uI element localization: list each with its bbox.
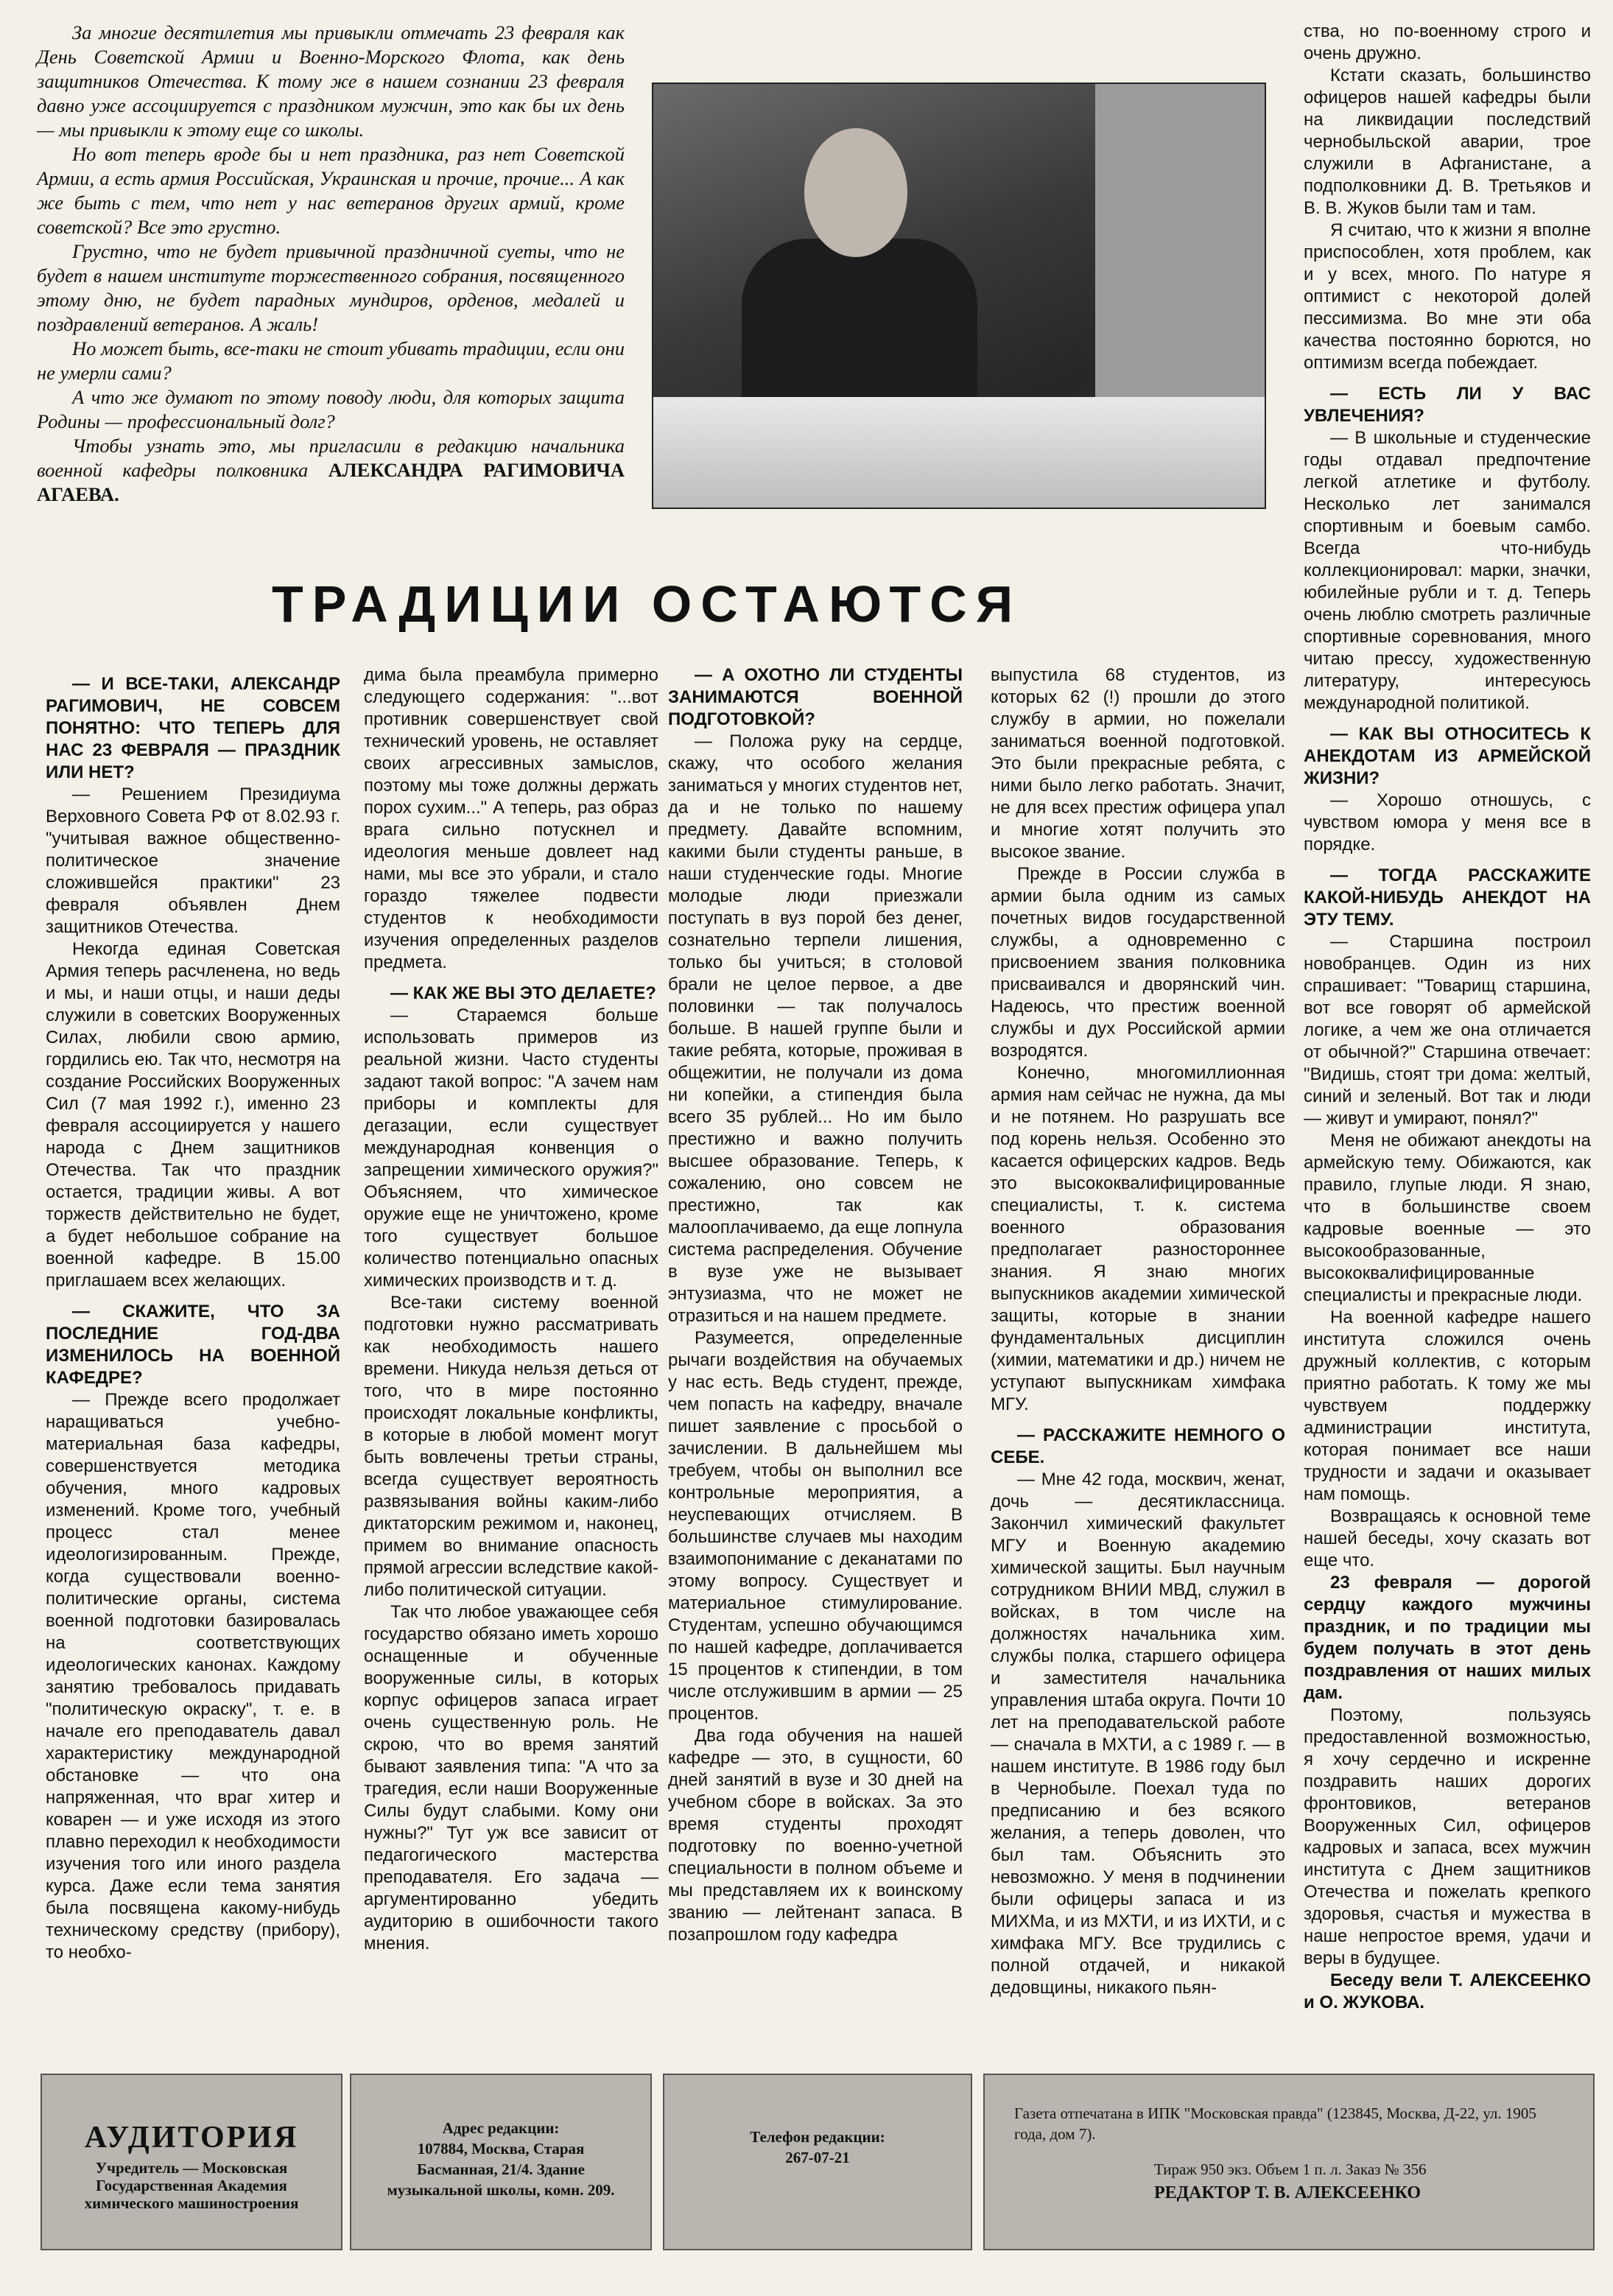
answer-paragraph: Меня не обижают анекдоты на армейскую тему. Обижаются, как правило, глупые люди. Я знаю, что в большинстве своем кадровые военные — это высокообразованные, высококвалифицированные специалисты и прекрасные люди. [1304,1131,1591,1305]
answer-paragraph: — Положа руку на сердце, скажу, что особого желания заниматься у многих студентов нет, да и не только по нашему предмету. Давайте вспомним, какими были студенты раньше, в наши студенческие годы. Многие молодые люди приезжали поступать в вуз порой без денег, сознательно терпели лишения, только бы учиться; в столовой брали не целое первое, а две половинки — так получалось больше. В нашей группе были и такие ребята, которые, проживая в общежитии, не получали из дома ни копейки, а стипендия была всего 35 рублей... Но им было престижно и важно получить высшее образование. Теперь, к сожалению, оно совсем не престижно, так как малооплачиваемо, да еще лопнула система распределения. Обучение в вузе уже не вызывает энтузиазма, что не может не отразиться и на нашем предмете. [668,731,963,1326]
editor-name: РЕДАКТОР Т. В. АЛЕКСЕЕНКО [1154,2183,1422,2202]
answer-paragraph: Так что любое уважающее себя государство обязано иметь хорошо оснащенные и обученные вооруженные силы, в которых корпус офицеров запаса играет очень существенную роль. Не скрою, что во время занятий бывают заявления типа: "А что за трагедия, если наши Вооруженные Силы будут слабыми. Кому они нужны?" Тут уж все зависит от педагогического мастерства преподавателя. Его задача — аргументированно убедить аудиторию в ошибочности такого мнения. [364,1602,658,1953]
answer-paragraph: Возвращаясь к основной теме нашей беседы, хочу сказать вот еще что. [1304,1506,1591,1570]
intro-paragraph: За многие десятилетия мы привыкли отмечать 23 февраля как День Советской Армии и Военно-Морского Флота, как день защитников Отечества. К тому же в нашем сознании 23 февраля давно уже ассоциируется с праздником мужчин, это как бы их день — мы привыкли к этому еще со школы. [37,21,625,141]
article-headline: ТРАДИЦИИ ОСТАЮТСЯ [271,575,1022,633]
intro-paragraph: Но может быть, все-таки не стоит убивать традиции, если они не умерли сами? [37,337,625,384]
intro-paragraph: А что же думают по этому поводу люди, для которых защита Родины — профессиональный долг? [37,386,625,432]
masthead-box [41,2074,342,2250]
interview-question: — И ВСЕ-ТАКИ, АЛЕКСАНДР РАГИМОВИЧ, НЕ СОВСЕМ ПОНЯТНО: ЧТО ТЕПЕРЬ ДЛЯ НАС 23 ФЕВРАЛЯ — ПРАЗДНИК ИЛИ НЕТ? [46,674,340,782]
imprint-box [983,2074,1595,2250]
printing-info: Газета отпечатана в ИПК "Московская правда" (123845, Москва, Д-22, ул. 1905 года, дом 7). [1014,2104,1536,2143]
address-box [350,2074,652,2250]
article-column-1 [46,664,340,1964]
phone-number: 267-07-21 [785,2149,850,2166]
answer-paragraph: — Мне 42 года, москвич, женат, дочь — десятиклассница. Закончил химический факультет МГУ и Военную академию химической защиты. Был научным сотрудником ВНИИ МВД, служил в войсках, в том числе на должностях начальника хим. службы полка, старшего офицера и заместителя начальника управления штаба округа. Почти 10 лет на преподавательской работе — сначала в МХТИ, а с 1989 г. — в нашем институте. В 1986 году был в Чернобыле. Поехал туда по предписанию и без всякого желания, а теперь доволен, что был там. Объяснить это невозможно. У меня в подчинении были офицеры запаса и из МИХМа, и из МХТИ, и из ИХТИ, и с химфака МГУ. Все трудились с полной отдачей, и никакой дедовщины, никакого пьян- [991,1470,1285,1998]
newspaper-footer [26,2066,1595,2265]
answer-paragraph: Прежде в России служба в армии была одним из самых почетных видов государственной службы, а одновременно с присвоением звания полковника присваивался и дворянский чин. Надеюсь, что престиж военной службы и дух Российской армии возродятся. [991,864,1285,1061]
newspaper-title: АУДИТОРИЯ [84,2121,299,2155]
article-column-4 [991,664,1285,1999]
phone-label: Телефон редакции: [750,2128,885,2146]
answer-paragraph: ства, но по-военному строго и очень дружно. [1304,21,1591,63]
answer-paragraph: — Стараемся больше использовать примеров из реальной жизни. Часто студенты задают такой вопрос: "А зачем нам приборы и комплекты для дегазации, если существует международная конвенция о запрещении химического оружия?" Объясняем, что химическое оружие еще не уничтожено, кроме того существует большое количество потенциально опасных химических производств и т. д. [364,1005,658,1291]
portrait-photo [652,82,1266,509]
intro-text [37,21,625,507]
answer-paragraph: выпустила 68 студентов, из которых 62 (!) прошли до этого службу в армии, но пожелали заниматься военной подготовкой. Это были прекрасные ребята, с ними было легко работать. Значит, не для всех престиж офицера упал и многие хотят получить это высокое звание. [991,665,1285,862]
founder-text: Учредитель — Московская Государственная Академия химического машиностроения [84,2159,299,2212]
intro-paragraph: Но вот теперь вроде бы и нет праздника, раз нет Советской Армии, а есть армия Российская, Украинская и прочие, прочие... А как же быть с тем, что нет у нас ветеранов других армий, кроме советской? Все это грустно. [37,143,625,238]
answer-paragraph: — Хорошо отношусь, с чувством юмора у меня все в порядке. [1304,790,1591,854]
answer-paragraph: Конечно, многомиллионная армия нам сейчас не нужна, да мы и не потянем. Но разрушать все под корень нельзя. Особенно это касается офицерских кадров. Ведь это высококвалифицированные специалисты, т. к. система военного образования предполагает разностороннее знания. Я знаю многих выпускников академии химической защиты, которые в знании фундаментальных дисциплин (химии, математики и др.) ничем не уступают выпускникам химфака МГУ. [991,1063,1285,1414]
answer-paragraph: Я считаю, что к жизни я вполне приспособлен, хотя проблем, как и у всех, много. По натуре я оптимист с некоторой долей пессимизма. Во мне эти оба качества постоянно борются, но оптимизм всегда побеждает. [1304,220,1591,373]
interview-question: — КАК ЖЕ ВЫ ЭТО ДЕЛАЕТЕ? [390,983,656,1003]
answer-paragraph: 23 февраля — дорогой сердцу каждого мужчины праздник, и по традиции мы будем получать в этот день поздравления от наших милых дам. [1304,1573,1591,1703]
interview-question: — СКАЖИТЕ, ЧТО ЗА ПОСЛЕДНИЕ ГОД-ДВА ИЗМЕНИЛОСЬ НА ВОЕННОЙ КАФЕДРЕ? [46,1302,340,1388]
intro-paragraph: Грустно, что не будет привычной праздничной суеты, что не будет в нашем институте торжественного собрания, посвященного этому дню, не будет парадных мундиров, орденов, медалей и поздравлений ветеранов. А жаль! [37,240,625,335]
interview-question: — А ОХОТНО ЛИ СТУДЕНТЫ ЗАНИМАЮТСЯ ВОЕННОЙ ПОДГОТОВКОЙ? [668,665,963,729]
article-column-2 [364,664,658,1955]
answer-paragraph: — Старшина построил новобранцев. Один из них спрашивает: "Товарищ старшина, вот все говорят об армейской логике, а чем же она отличается от обычной?" Старшина отвечает: "Видишь, стоят три дома: желтый, синий и зеленый. Вот так и люди — живут и умирают, понял?" [1304,932,1591,1128]
answer-paragraph: дима была преамбула примерно следующего содержания: "...вот противник совершенствует свой технический уровень, не оставляет своих агрессивных замыслов, поэтому мы тоже должны держать порох сухим..." А теперь, раз образ врага сильно потускнел и идеология меньше довлеет над нами, мы все это убрали, и стало гораздо тяжелее подвести студентов к необходимости изучения определенных разделов предмета. [364,665,658,972]
address-text: 107884, Москва, Старая Басманная, 21/4. Здание музыкальной школы, комн. 209. [387,2140,615,2199]
answer-paragraph: — Прежде всего продолжает наращиваться учебно-материальная база кафедры, совершенствуется методика обучения, много кадровых изменений. Кроме того, учебный процесс стал менее идеологизированным. Прежде, когда существовали военно-политические органы, система военной подготовки базировалась на соответствующих идеологических канонах. Каждому занятию требовалось придавать "политическую окраску", т. е. в начале его преподаватель давал характеристику международной обстановке — что она напряженная, что враг хитер и коварен — и уже исходя из этого плавно переходил к необходимости изучения того или иного раздела курса. Даже если тема занятия была посвящена какому-нибудь техническому средству (прибору), то необхо- [46,1390,340,1962]
answer-paragraph: Все-таки систему военной подготовки нужно рассматривать как необходимость нашего времени. Никуда нельзя деться от того, что в мире постоянно происходят локальные конфликты, в которые в любой момент могут быть вовлечены третьи страны, всегда существует вероятность развязывания войны каким-либо диктаторским режимом и, наконец, примем во внимание опасность прямой агрессии вследствие какой-либо политической ситуации. [364,1293,658,1600]
interview-question: — ЕСТЬ ЛИ У ВАС УВЛЕЧЕНИЯ? [1304,384,1591,426]
interview-question: — ТОГДА РАССКАЖИТЕ КАКОЙ-НИБУДЬ АНЕКДОТ НА ЭТУ ТЕМУ. [1304,866,1591,930]
address-label: Адрес редакции: [442,2119,560,2137]
article-column-3 [668,664,963,1946]
article-column-5 [1304,21,1591,2014]
answer-paragraph: — В школьные и студенческие годы отдавал предпочтение легкой атлетике и футболу. Несколько лет занимался спортивным и боевым самбо. Всегда что-нибудь коллекционировал: марки, значки, юбилейные рубли и т. д. Теперь очень люблю смотреть различные спортивные соревнования, много читаю прессу, художественную литературу, интересуюсь международной политикой. [1304,428,1591,713]
intro-paragraph [37,434,625,507]
answer-paragraph: Некогда единая Советская Армия теперь расчленена, но ведь и мы, и наши отцы, и наши деды служили в советских Вооруженных Силах, любили свою армию, гордились ею. Так что, несмотря на создание Российских Вооруженных Сил (7 мая 1992 г.), именно 23 февраля ассоциируется у нашего народа с Днем защитников Отечества. Так что праздник остается, традиции живы. А вот торжеств действительно не будет, а будет небольшое собрание на военной кафедре. В 15.00 приглашаем всех желающих. [46,939,340,1291]
print-stats: Тираж 950 экз. Объем 1 п. л. Заказ № 356 [1154,2160,1427,2178]
answer-paragraph: На военной кафедре нашего института сложился очень дружный коллектив, с которым приятно работать. К тому же мы чувствуем поддержку администрации института, которая понимает все наши трудности и задачи и оказывает нам помощь. [1304,1307,1591,1504]
answer-paragraph: — Решением Президиума Верховного Совета РФ от 8.02.93 г. "учитывая важное общественно-политическое значение сложившейся практики" 23 февраля объявлен Днем защитников Отечества. [46,784,340,937]
guest-name: АЛЕКСАНДРА РАГИМОВИЧА АГАЕВА. [37,459,625,505]
intro-invite-text: Чтобы узнать это, мы пригласили в редакцию начальника военной кафедры полковника [37,435,625,481]
answer-paragraph: Два года обучения на нашей кафедре — это, в сущности, 60 дней занятий в вузе и 30 дней на учебном сборе в войсках. За это время студенты проходят подготовку по военно-учетной специальности в полном объеме и мы представляем их к воинскому званию — лейтенант запаса. В позапрошлом году кафедра [668,1726,963,1945]
interview-question: — РАССКАЖИТЕ НЕМНОГО О СЕБЕ. [991,1425,1285,1467]
answer-paragraph: Кстати сказать, большинство офицеров нашей кафедры были на ликвидации последствий чернобыльской аварии, трое служили в Афганистане, а подполковники Д. В. Третьяков и В. В. Жуков были там и там. [1304,66,1591,218]
answer-paragraph: Поэтому, пользуясь предоставленной возможностью, я хочу сердечно и искренне поздравить наших дорогих фронтовиков, ветеранов Вооруженных Сил, офицеров кадровых и запаса, всех мужчин института с Днем защитников Отечества и пожелать крепкого здоровья, счастья и мужества в наше непростое время, удачи и веры в будущее. [1304,1705,1591,1968]
signature: Беседу вели Т. АЛЕКСЕЕНКО и О. ЖУКОВА. [1304,1970,1591,2012]
interview-question: — КАК ВЫ ОТНОСИТЕСЬ К АНЕКДОТАМ ИЗ АРМЕЙСКОЙ ЖИЗНИ? [1304,724,1591,788]
phone-box [663,2074,972,2250]
answer-paragraph: Разумеется, определенные рычаги воздействия на обучаемых у нас есть. Ведь студент, прежде, чем попасть на кафедру, вначале пишет заявление с просьбой о зачислении. В дальнейшем мы требуем, чтобы он выполнил все контрольные мероприятия, а неуспевающих отчисляем. В большинстве случаев мы находим взаимопонимание с деканатами по этому вопросу. Существует и материальное стимулирование. Студентам, успешно обучающимся по нашей кафедре, доплачивается 15 процентов к стипендии, в том числе отслужившим в армии — 25 процентов. [668,1328,963,1724]
